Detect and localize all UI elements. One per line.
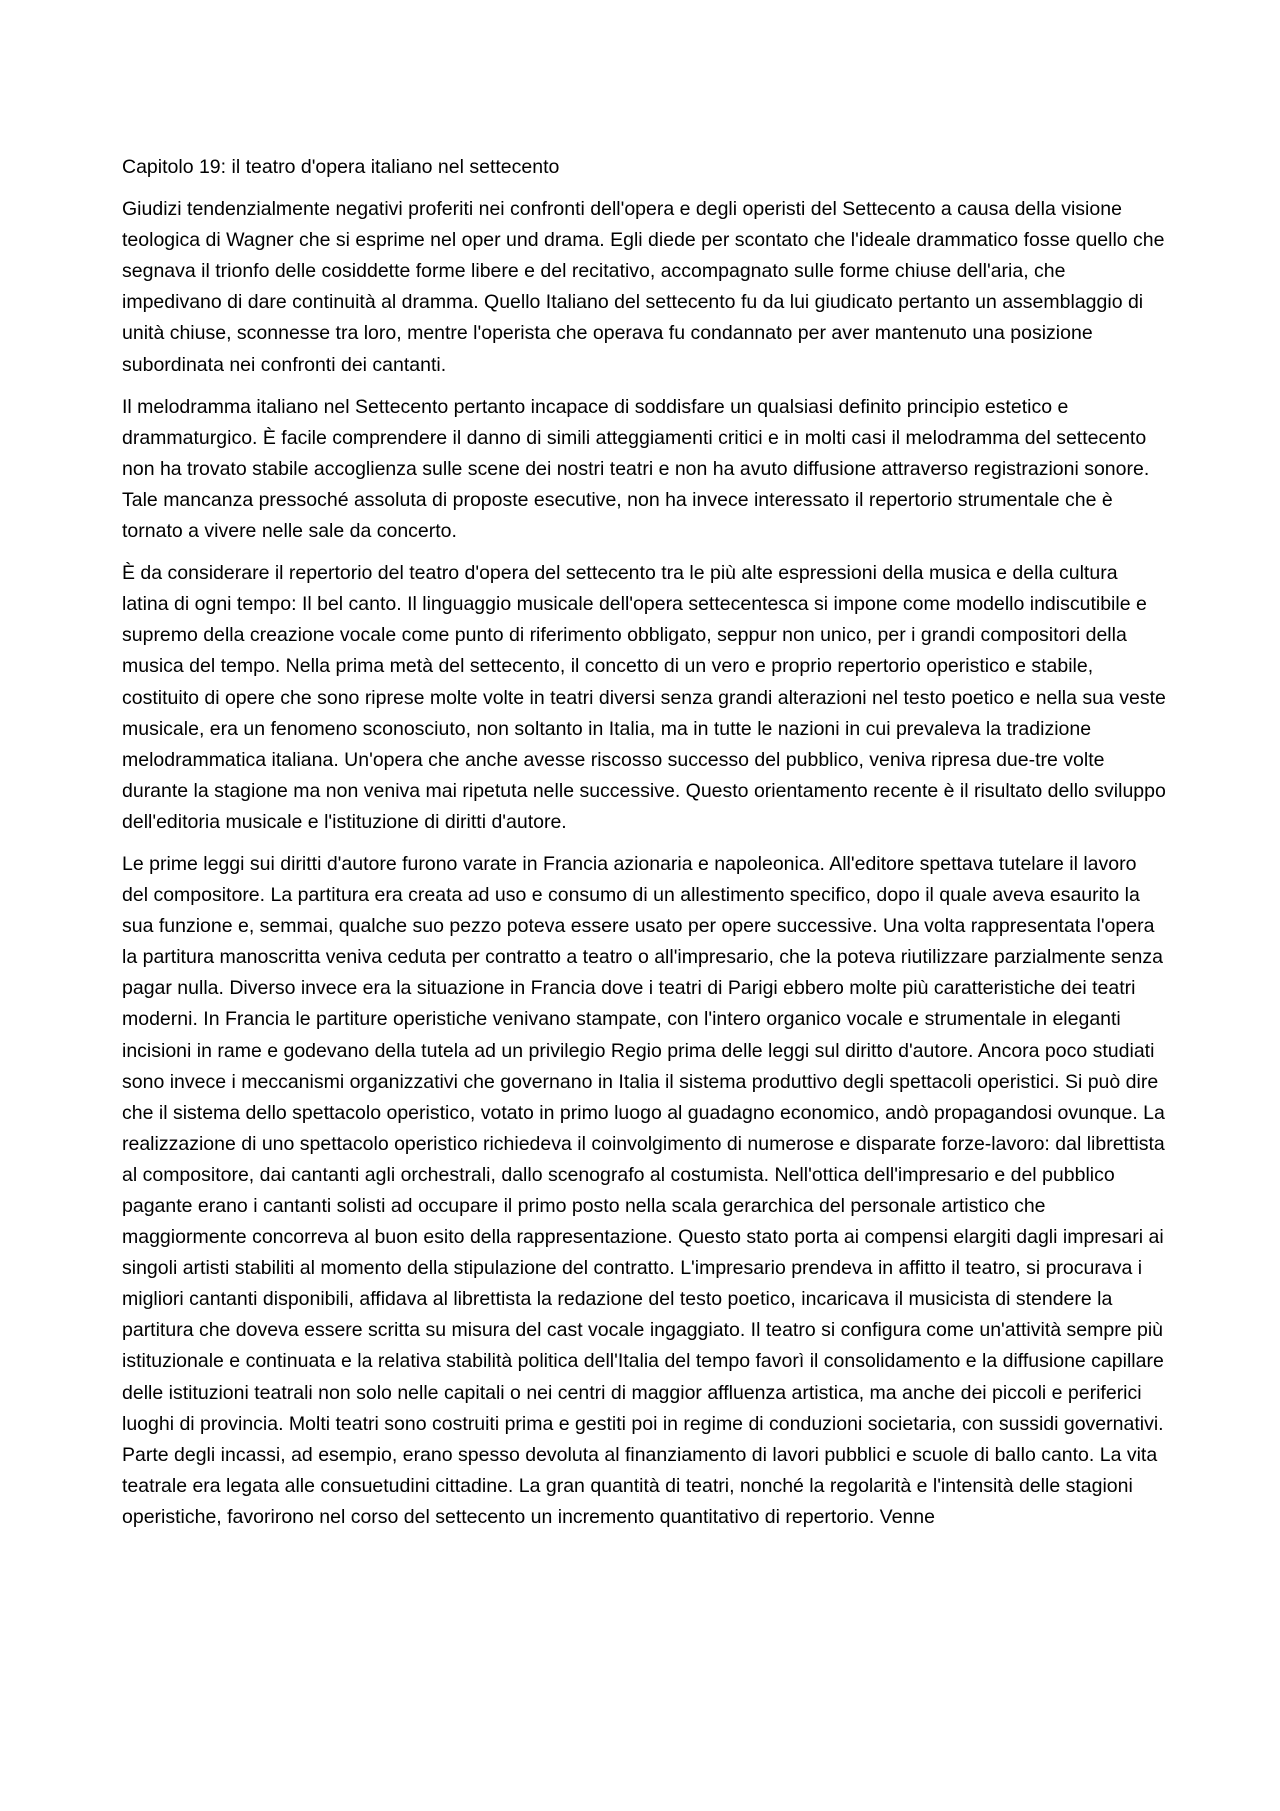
paragraph-melodrama-reception: Il melodramma italiano nel Settecento pertanto incapace di soddisfare un qualsiasi definito principio estetico e drammaturgico. È facile comprendere il danno di simili atteggiamenti critici e in molti casi il melodramma del settecento non ha trovato stabile accoglienza sulle scene dei nostri teatri e non ha avuto diffusione attraverso registrazioni sonore. Tale mancanza pressoché assoluta di proposte esecutive, non ha invece interessato il repertorio strumentale che è tornato a vivere nelle sale da concerto.: [122, 395, 1150, 543]
paragraph-wagner-critique: Giudizi tendenzialmente negativi proferiti nei confronti dell'opera e degli operisti del Settecento a causa della visione teologica di Wagner che si esprime nel oper und drama. Egli diede per scontato che l'ideale drammatico fosse quello che segnava il trionfo delle cosiddette forme libere e del recitativo, accompagnato sulle forme chiuse dell'aria, che impedivano di dare continuità al dramma. Quello Italiano del settecento fu da lui giudicato pertanto un assemblaggio di unità chiuse, sconnesse tra loro, mentre l'operista che operava fu condannato per aver mantenuto una posizione subordinata nei confronti dei cantanti.: [122, 198, 1165, 376]
document-body: [122, 152, 1167, 1544]
chapter-title: Capitolo 19: il teatro d'opera italiano nel settecento: [122, 156, 560, 178]
paragraph-copyright-and-production: Le prime leggi sui diritti d'autore furono varate in Francia azionaria e napoleonica. All'editore spettava tutelare il lavoro del compositore. La partitura era creata ad uso e consumo di un allestimento specifico, dopo il quale aveva esaurito la sua funzione e, semmai, qualche suo pezzo poteva essere usato per opere successive. Una volta rappresentata l'opera la partitura manoscritta veniva ceduta per contratto a teatro o all'impresario, che la poteva riutilizzare parzialmente senza pagar nulla. Diverso invece era la situazione in Francia dove i teatri di Parigi ebbero molte più caratteristiche dei teatri moderni. In Francia le partiture operistiche venivano stampate, con l'intero organico vocale e strumentale in eleganti incisioni in rame e godevano della tutela ad un privilegio Regio prima delle leggi sul diritto d'autore. Ancora poco studiati sono invece i meccanismi organizzativi che governano in Italia il sistema produttivo degli spettacoli operistici. Si può dire che il sistema dello spettacolo operistico, votato in primo luogo al guadagno economico, andò propagandosi ovunque. La realizzazione di uno spettacolo operistico richiedeva il coinvolgimento di numerose e disparate forze-lavoro: dal librettista al compositore, dai cantanti agli orchestrali, dallo scenografo al costumista. Nell'ottica dell'impresario e del pubblico pagante erano i cantanti solisti ad occupare il primo posto nella scala gerarchica del personale artistico che maggiormente concorreva al buon esito della rappresentazione. Questo stato porta ai compensi elargiti dagli impresari ai singoli artisti stabiliti al momento della stipulazione del contratto. L'impresario prendeva in affitto il teatro, si procurava i migliori cantanti disponibili, affidava al librettista la redazione del testo poetico, incaricava il musicista di stendere la partitura che doveva essere scritta su misura del cast vocale ingaggiato. Il teatro si configura come un'attività sempre più istituzionale e continuata e la relativa stabilità politica dell'Italia del tempo favorì il consolidamento e la diffusione capillare delle istituzioni teatrali non solo nelle capitali o nei centri di maggior affluenza artistica, ma anche dei piccoli e periferici luoghi di provincia. Molti teatri sono costruiti prima e gestiti poi in regime di conduzioni societaria, con sussidi governativi. Parte degli incassi, ad esempio, erano spesso devoluta al finanziamento di lavori pubblici e scuole di ballo canto. La vita teatrale era legata alle consuetudini cittadine. La gran quantità di teatri, nonché la regolarità e l'intensità delle stagioni operistiche, favorirono nel corso del settecento un incremento quantitativo di repertorio. Venne: [122, 852, 1165, 1528]
paragraph-bel-canto-repertoire: È da considerare il repertorio del teatro d'opera del settecento tra le più alte espressioni della musica e della cultura latina di ogni tempo: Il bel canto. Il linguaggio musicale dell'opera settecentesca si impone come modello indiscutibile e supremo della creazione vocale come punto di riferimento obbligato, seppur non unico, per i grandi compositori della musica del tempo. Nella prima metà del settecento, il concetto di un vero e proprio repertorio operistico e stabile, costituito di opere che sono riprese molte volte in teatri diversi senza grandi alterazioni nel testo poetico e nella sua veste musicale, era un fenomeno sconosciuto, non soltanto in Italia, ma in tutte le nazioni in cui prevaleva la tradizione melodrammatica italiana. Un'opera che anche avesse riscosso successo del pubblico, veniva ripresa due-tre volte durante la stagione ma non veniva mai ripetuta nelle successive. Questo orientamento recente è il risultato dello sviluppo dell'editoria musicale e l'istituzione di diritti d'autore.: [122, 562, 1166, 833]
